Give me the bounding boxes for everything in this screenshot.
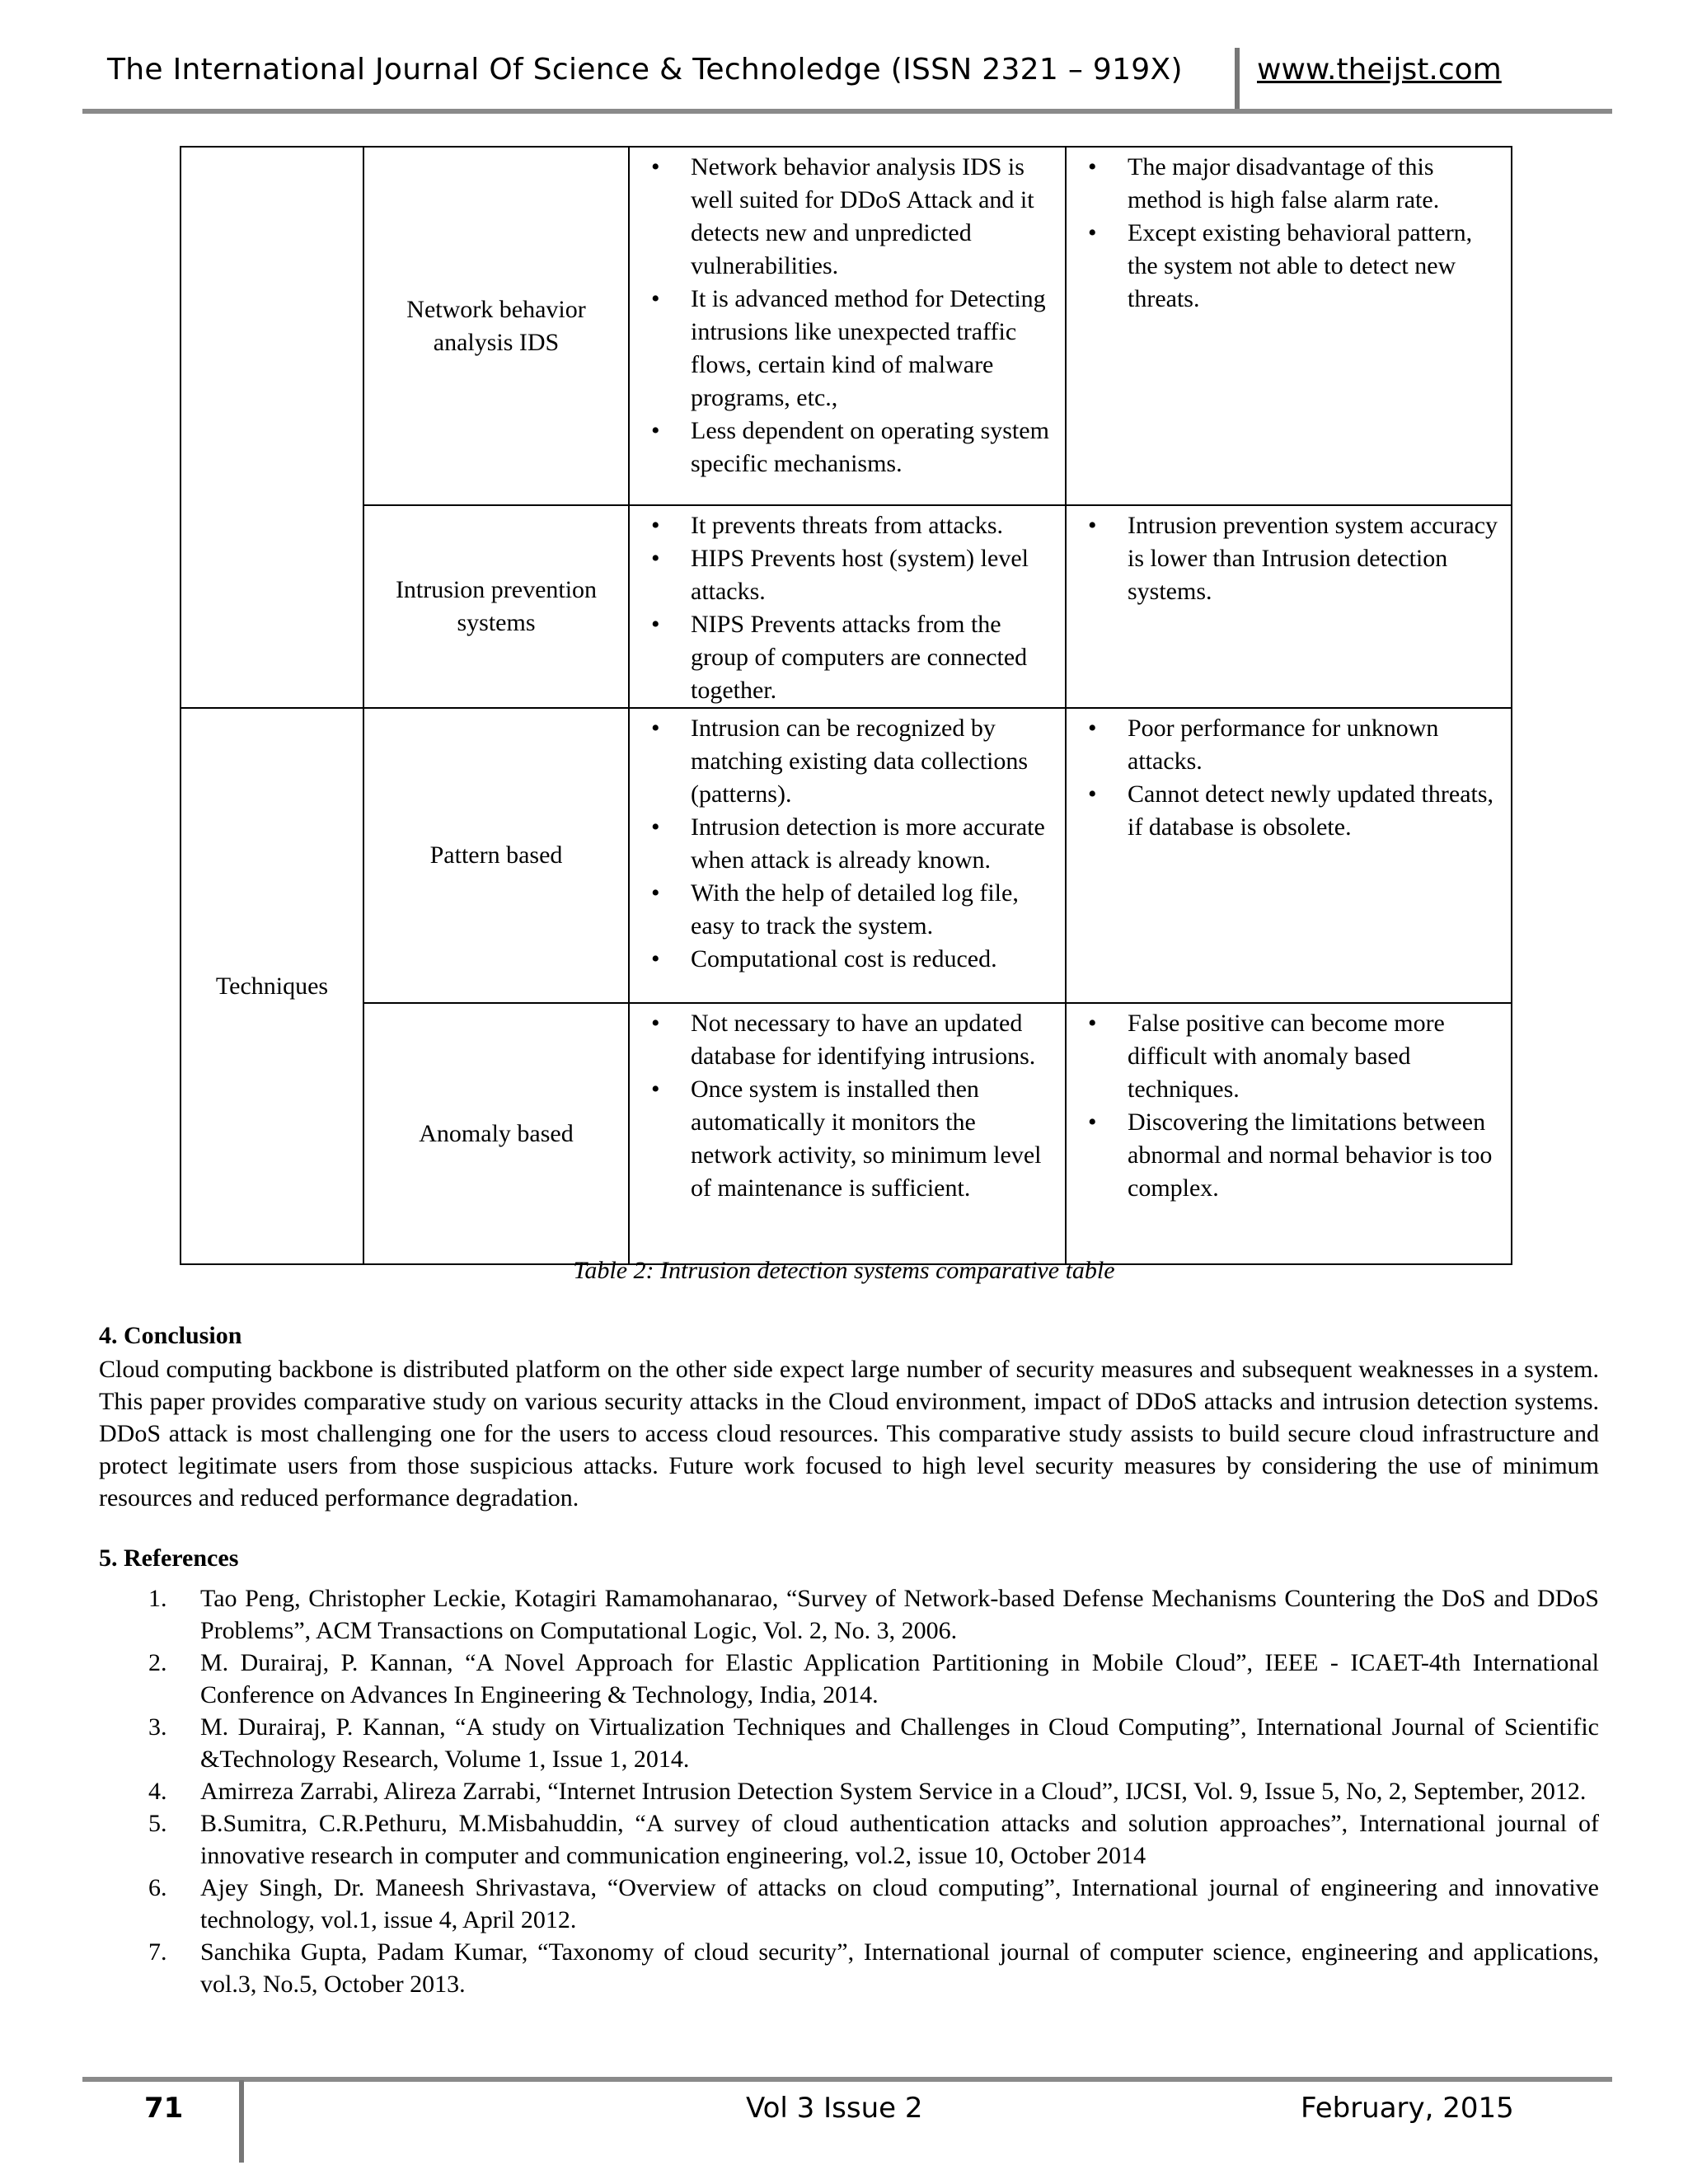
list-item: • Once system is installed then automatically it monitors the network activity, so minimum level of maintenance is sufficient. xyxy=(645,1073,1057,1205)
list-item: • False positive can become more difficult with anomaly based techniques. xyxy=(1081,1007,1503,1106)
list-item: • Less dependent on operating system specific mechanisms. xyxy=(645,415,1057,480)
list-item: • Computational cost is reduced. xyxy=(645,943,1057,976)
list-item: • Intrusion can be recognized by matching existing data collections (patterns). xyxy=(645,712,1057,811)
reference-text: Amirreza Zarrabi, Alireza Zarrabi, “Internet Intrusion Detection System Service in a Cloud”, IJCSI, Vol. 9, Issue 5, No, 2, September, 2012. xyxy=(200,1778,1587,1805)
list-item: • Cannot detect newly updated threats, if database is obsolete. xyxy=(1081,778,1503,844)
disadvantages-cell xyxy=(1066,505,1512,708)
bullet-icon: • xyxy=(1088,780,1097,808)
footer-rule xyxy=(82,2077,1612,2082)
conclusion-heading: 4. Conclusion xyxy=(99,1322,242,1349)
references-list xyxy=(99,1582,1599,2000)
reference-text: Sanchika Gupta, Padam Kumar, “Taxonomy of cloud security”, International journal of computer science, engineering and applications, vol.3, No.5, October 2013. xyxy=(200,1938,1599,1998)
technique-name: Intrusion prevention systems xyxy=(363,505,629,708)
advantages-cell xyxy=(629,1003,1066,1264)
table-caption: Table 2: Intrusion detection systems comparative table xyxy=(573,1257,1115,1284)
header-divider xyxy=(1235,48,1240,110)
list-item: • It prevents threats from attacks. xyxy=(645,509,1057,542)
table-row xyxy=(181,505,1512,708)
list-item: • Intrusion prevention system accuracy is lower than Intrusion detection systems. xyxy=(1081,509,1503,608)
table-category-cell-empty xyxy=(181,147,363,708)
bullet-icon: • xyxy=(651,1010,660,1037)
reference-number: 2. xyxy=(148,1649,167,1676)
technique-name: Anomaly based xyxy=(363,1003,629,1264)
bullet-icon: • xyxy=(651,1076,660,1103)
disadvantages-cell xyxy=(1066,708,1512,1003)
reference-item xyxy=(99,1775,1599,1807)
header-rule xyxy=(82,109,1612,114)
bullet-icon: • xyxy=(1088,1010,1097,1037)
conclusion-paragraph: Cloud computing backbone is distributed platform on the other side expect large number of security measures and subsequent weaknesses in a system. This paper provides comparative study on various security attacks in the Cloud environment, impact of DDoS attacks and intrusion detection systems. DDoS attack is most challenging one for the users to access cloud resources. This comparative study assists to build secure cloud infrastructure and protect legitimate users from those suspicious attacks. Future work focused to high level security measures by considering the use of minimum resources and reduced performance degradation. xyxy=(99,1356,1599,1511)
comparison-table xyxy=(180,146,1512,1265)
technique-name: Network behavior analysis IDS xyxy=(363,147,629,505)
reference-number: 5. xyxy=(148,1810,167,1837)
reference-number: 1. xyxy=(148,1585,167,1612)
table-row xyxy=(181,1003,1512,1264)
disadvantages-cell xyxy=(1066,147,1512,505)
bullet-icon: • xyxy=(1088,1108,1097,1136)
bullet-icon: • xyxy=(651,945,660,972)
reference-text: Ajey Singh, Dr. Maneesh Shrivastava, “Overview of attacks on cloud computing”, International journal of engineering and innovative technology, vol.1, issue 4, April 2012. xyxy=(200,1874,1599,1933)
reference-item xyxy=(99,1872,1599,1936)
list-item: • NIPS Prevents attacks from the group of computers are connected together. xyxy=(645,608,1057,707)
footer-divider xyxy=(239,2080,244,2163)
list-item: • The major disadvantage of this method is high false alarm rate. xyxy=(1081,151,1503,217)
list-item: • Poor performance for unknown attacks. xyxy=(1081,712,1503,778)
reference-text: B.Sumitra, C.R.Pethuru, M.Misbahuddin, “A survey of cloud authentication attacks and solution approaches”, International journal of innovative research in computer and communication engineering, vol.2, issue 10, October 2014 xyxy=(200,1810,1599,1869)
advantages-cell xyxy=(629,708,1066,1003)
reference-number: 7. xyxy=(148,1938,167,1966)
reference-number: 4. xyxy=(148,1778,167,1805)
volume-issue: Vol 3 Issue 2 xyxy=(746,2092,923,2125)
technique-category xyxy=(181,708,363,1264)
publication-date: February, 2015 xyxy=(1301,2092,1514,2125)
bullet-icon: • xyxy=(651,813,660,841)
bullet-icon: • xyxy=(1088,153,1097,180)
list-item: • HIPS Prevents host (system) level attacks. xyxy=(645,542,1057,608)
bullet-icon: • xyxy=(651,417,660,444)
references-heading: 5. References xyxy=(99,1544,239,1572)
advantages-cell xyxy=(629,505,1066,708)
disadvantages-cell xyxy=(1066,1003,1512,1264)
list-item: • With the help of detailed log file, easy to track the system. xyxy=(645,877,1057,943)
bullet-icon: • xyxy=(651,153,660,180)
page-number: 71 xyxy=(144,2092,184,2125)
bullet-icon: • xyxy=(651,715,660,742)
reference-number: 6. xyxy=(148,1874,167,1901)
table-row xyxy=(181,708,1512,1003)
list-item: • Network behavior analysis IDS is well suited for DDoS Attack and it detects new and unpredicted vulnerabilities. xyxy=(645,151,1057,283)
reference-item xyxy=(99,1807,1599,1872)
reference-item xyxy=(99,1582,1599,1647)
list-item: • Discovering the limitations between abnormal and normal behavior is too complex. xyxy=(1081,1106,1503,1205)
page-header xyxy=(82,48,1615,114)
reference-item xyxy=(99,1711,1599,1775)
list-item: • It is advanced method for Detecting intrusions like unexpected traffic flows, certain kind of malware programs, etc., xyxy=(645,283,1057,415)
technique-category-label: Techniques xyxy=(215,972,329,1000)
bullet-icon: • xyxy=(1088,512,1097,539)
reference-text: M. Durairaj, P. Kannan, “A Novel Approach for Elastic Application Partitioning in Mobile Cloud”, IEEE - ICAET-4th International Conference on Advances In Engineering & Technology, India, 2014. xyxy=(200,1649,1599,1708)
advantages-cell xyxy=(629,147,1066,505)
bullet-icon: • xyxy=(1088,219,1097,246)
reference-item xyxy=(99,1647,1599,1711)
reference-text: M. Durairaj, P. Kannan, “A study on Virtualization Techniques and Challenges in Cloud Computing”, International Journal of Scientific &Technology Research, Volume 1, Issue 1, 2014. xyxy=(200,1713,1599,1773)
reference-item xyxy=(99,1936,1599,2000)
bullet-icon: • xyxy=(651,879,660,907)
table-row xyxy=(181,147,1512,505)
list-item: • Not necessary to have an updated database for identifying intrusions. xyxy=(645,1007,1057,1073)
bullet-icon: • xyxy=(651,611,660,638)
list-item: • Except existing behavioral pattern, the system not able to detect new threats. xyxy=(1081,217,1503,316)
journal-url-link[interactable]: www.theijst.com xyxy=(1257,53,1502,87)
list-item: • Intrusion detection is more accurate when attack is already known. xyxy=(645,811,1057,877)
technique-name: Pattern based xyxy=(363,708,629,1003)
page-footer xyxy=(82,2077,1615,2168)
bullet-icon: • xyxy=(651,512,660,539)
reference-number: 3. xyxy=(148,1713,167,1741)
journal-title: The International Journal Of Science & Technoledge (ISSN 2321 – 919X) xyxy=(107,53,1183,87)
bullet-icon: • xyxy=(651,545,660,572)
bullet-icon: • xyxy=(651,285,660,312)
bullet-icon: • xyxy=(1088,715,1097,742)
reference-text: Tao Peng, Christopher Leckie, Kotagiri Ramamohanarao, “Survey of Network-based Defense Mechanisms Countering the DoS and DDoS Problems”, ACM Transactions on Computational Logic, Vol. 2, No. 3, 2006. xyxy=(200,1585,1599,1644)
